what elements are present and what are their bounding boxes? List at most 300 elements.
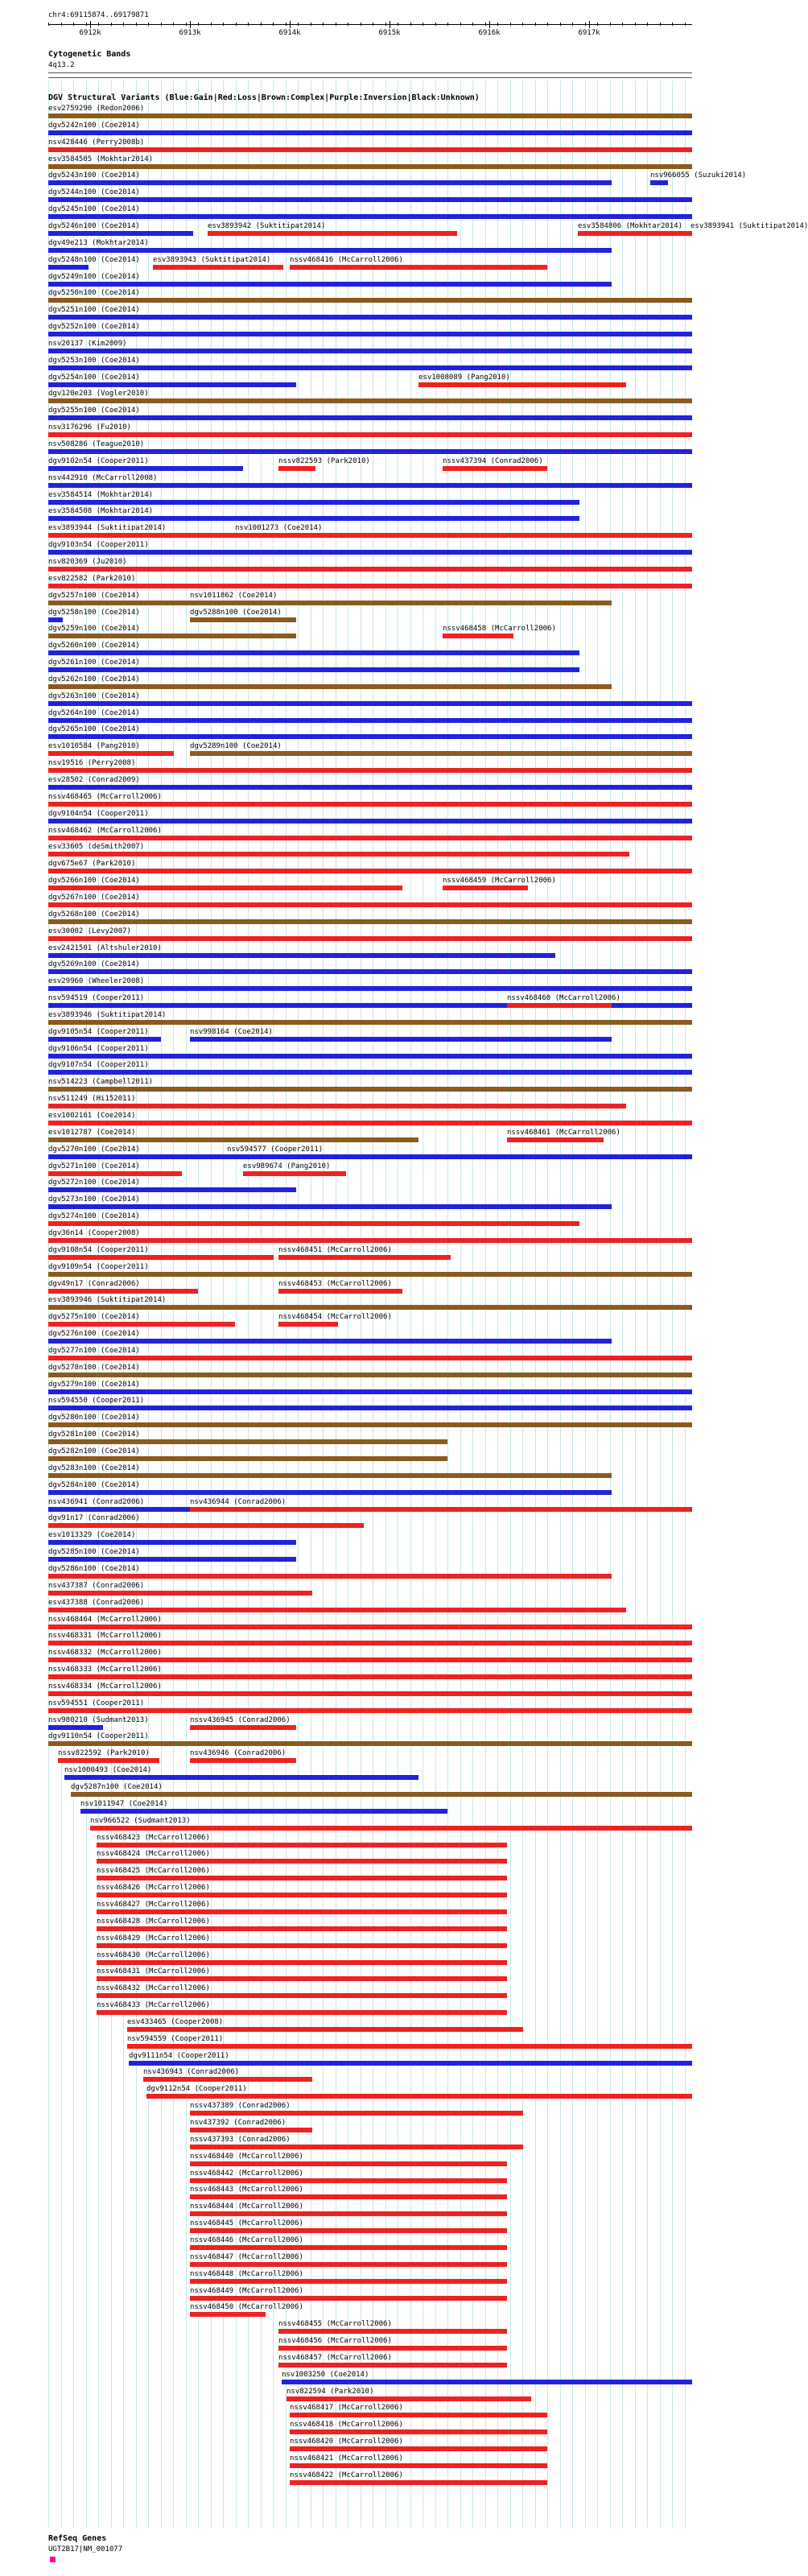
sv-feature-label[interactable]: dgv5243n100 (Coe2014) (48, 171, 140, 180)
sv-feature-label[interactable]: dgv5259n100 (Coe2014) (48, 625, 140, 633)
sv-feature-label[interactable]: nssv822593 (Park2010) (278, 457, 370, 465)
sv-feature-label[interactable]: nssv468331 (McCarroll2006) (48, 1632, 162, 1640)
sv-feature-bar[interactable] (48, 550, 692, 555)
sv-feature-label[interactable]: dgv5283n100 (Coe2014) (48, 1464, 140, 1472)
sv-feature-bar[interactable] (443, 886, 528, 890)
sv-feature-label[interactable]: dgv5269n100 (Coe2014) (48, 960, 140, 968)
sv-feature-bar[interactable] (48, 298, 692, 303)
sv-feature-bar[interactable] (48, 1389, 692, 1394)
sv-feature-label[interactable]: dgv49n17 (Conrad2006) (48, 1280, 140, 1288)
sv-feature-label[interactable]: nsv1001273 (Coe2014) (235, 524, 323, 532)
sv-feature-label[interactable]: esv30002 (Levy2007) (48, 927, 131, 935)
sv-feature-label[interactable]: nsv19516 (Perry2008) (48, 759, 136, 767)
sv-feature-bar[interactable] (578, 231, 692, 236)
sv-feature-bar[interactable] (48, 1104, 626, 1108)
sv-feature-bar[interactable] (190, 601, 612, 605)
sv-feature-bar[interactable] (48, 819, 692, 824)
sv-feature-label[interactable]: dgv5258n100 (Coe2014) (48, 609, 140, 617)
sv-feature-bar[interactable] (290, 2413, 547, 2417)
refseq-gene-label[interactable]: UGT2B17|NM_001077 (48, 2545, 123, 2553)
sv-feature-bar[interactable] (278, 2329, 507, 2334)
sv-feature-label[interactable]: esv1002161 (Coe2014) (48, 1112, 136, 1120)
sv-feature-bar[interactable] (48, 734, 692, 739)
sv-feature-bar[interactable] (48, 1507, 190, 1512)
sv-feature-bar[interactable] (48, 667, 579, 672)
sv-feature-label[interactable]: nsv966055 (Suzuki2014) (650, 171, 747, 180)
sv-feature-bar[interactable] (48, 701, 692, 706)
sv-feature-bar[interactable] (48, 1121, 692, 1125)
sv-feature-bar[interactable] (48, 248, 612, 253)
sv-feature-bar[interactable] (48, 1439, 447, 1444)
sv-feature-bar[interactable] (418, 382, 626, 387)
sv-feature-bar[interactable] (48, 802, 692, 807)
sv-feature-label[interactable]: nsv966522 (Sudmant2013) (90, 1817, 191, 1825)
sv-feature-bar[interactable] (48, 197, 692, 202)
sv-feature-bar[interactable] (48, 986, 692, 991)
sv-feature-bar[interactable] (48, 1641, 692, 1645)
sv-feature-label[interactable]: esv3893942 (Suktitipat2014) (208, 222, 326, 230)
sv-feature-label[interactable]: dgv5265n100 (Coe2014) (48, 725, 140, 733)
sv-feature-label[interactable]: esv3893941 (Suktitipat2014) (691, 222, 808, 230)
sv-feature-bar[interactable] (287, 2396, 531, 2401)
sv-feature-bar[interactable] (97, 1993, 507, 1998)
sv-feature-label[interactable]: nsv1011862 (Coe2014) (190, 592, 278, 600)
sv-feature-bar[interactable] (97, 1976, 507, 1981)
sv-feature-bar[interactable] (48, 1305, 692, 1310)
sv-feature-bar[interactable] (190, 2111, 523, 2116)
sv-feature-label[interactable]: dgv5284n100 (Coe2014) (48, 1481, 140, 1489)
sv-feature-label[interactable]: esv3584806 (Mokhtar2014) (578, 222, 683, 230)
sv-feature-bar[interactable] (190, 617, 296, 622)
sv-feature-label[interactable]: nssv468416 (McCarroll2006) (290, 256, 403, 264)
sv-feature-bar[interactable] (48, 1624, 692, 1629)
sv-feature-label[interactable]: dgv5253n100 (Coe2014) (48, 357, 140, 365)
sv-feature-label[interactable]: dgv5248n100 (Coe2014) (48, 256, 140, 264)
sv-feature-bar[interactable] (290, 265, 547, 270)
sv-feature-label[interactable]: dgv9102n54 (Cooper2011) (48, 457, 149, 465)
sv-feature-bar[interactable] (190, 2312, 266, 2317)
sv-feature-label[interactable]: nssv468465 (McCarroll2006) (48, 793, 162, 801)
sv-feature-bar[interactable] (190, 2279, 507, 2284)
sv-feature-label[interactable]: nssv468418 (McCarroll2006) (290, 2421, 403, 2429)
sv-feature-bar[interactable] (48, 449, 692, 454)
sv-feature-label[interactable]: esv1008089 (Pang2010) (418, 374, 510, 382)
sv-feature-bar[interactable] (48, 1741, 692, 1746)
sv-feature-bar[interactable] (48, 1406, 692, 1410)
sv-feature-bar[interactable] (48, 1422, 692, 1427)
sv-feature-label[interactable]: nssv468423 (McCarroll2006) (97, 1834, 210, 1842)
sv-feature-bar[interactable] (48, 1171, 182, 1176)
sv-feature-bar[interactable] (243, 1171, 346, 1176)
sv-feature-bar[interactable] (48, 365, 692, 370)
sv-feature-label[interactable]: dgv5255n100 (Coe2014) (48, 407, 140, 415)
sv-feature-bar[interactable] (127, 2044, 692, 2049)
sv-feature-label[interactable]: nssv468332 (McCarroll2006) (48, 1649, 162, 1657)
sv-feature-label[interactable]: dgv49e213 (Mokhtar2014) (48, 239, 149, 247)
sv-feature-bar[interactable] (48, 1708, 692, 1713)
sv-feature-bar[interactable] (48, 1339, 612, 1344)
sv-feature-bar[interactable] (80, 1809, 447, 1814)
sv-feature-label[interactable]: nssv468425 (McCarroll2006) (97, 1867, 210, 1875)
sv-feature-bar[interactable] (48, 1289, 198, 1294)
sv-feature-bar[interactable] (48, 1373, 692, 1377)
sv-feature-label[interactable]: nssv468442 (McCarroll2006) (190, 2169, 303, 2178)
sv-feature-label[interactable]: nssv468443 (McCarroll2006) (190, 2186, 303, 2194)
sv-feature-bar[interactable] (48, 1272, 692, 1277)
sv-feature-label[interactable]: dgv5254n100 (Coe2014) (48, 374, 140, 382)
sv-feature-bar[interactable] (48, 1356, 692, 1360)
sv-feature-label[interactable]: nssv468445 (McCarroll2006) (190, 2219, 303, 2227)
sv-feature-label[interactable]: nsv594519 (Cooper2011) (48, 994, 145, 1002)
sv-feature-label[interactable]: dgv5257n100 (Coe2014) (48, 592, 140, 600)
sv-feature-bar[interactable] (48, 902, 692, 907)
sv-feature-label[interactable]: nsv511249 (Hi152011) (48, 1095, 136, 1103)
sv-feature-label[interactable]: nssv437394 (Conrad2006) (443, 457, 543, 465)
sv-feature-label[interactable]: nssv468455 (McCarroll2006) (278, 2320, 392, 2328)
sv-feature-label[interactable]: esv989674 (Pang2010) (243, 1162, 331, 1170)
sv-feature-label[interactable]: nsv20137 (Kim2009) (48, 340, 127, 348)
sv-feature-label[interactable]: esv1012787 (Coe2014) (48, 1129, 136, 1137)
sv-feature-bar[interactable] (691, 231, 692, 236)
sv-feature-label[interactable]: dgv5275n100 (Coe2014) (48, 1313, 140, 1321)
sv-feature-label[interactable]: nssv468450 (McCarroll2006) (190, 2303, 303, 2311)
sv-feature-bar[interactable] (48, 567, 692, 572)
sv-feature-label[interactable]: dgv5280n100 (Coe2014) (48, 1414, 140, 1422)
sv-feature-bar[interactable] (48, 398, 692, 403)
sv-feature-bar[interactable] (97, 1926, 507, 1931)
sv-feature-label[interactable]: dgv5252n100 (Coe2014) (48, 323, 140, 331)
sv-feature-label[interactable]: nsv436946 (Conrad2006) (190, 1749, 287, 1757)
sv-feature-bar[interactable] (278, 1322, 338, 1327)
sv-feature-label[interactable]: dgv5261n100 (Coe2014) (48, 658, 140, 667)
sv-feature-label[interactable]: esv437388 (Conrad2006) (48, 1599, 145, 1607)
sv-feature-label[interactable]: nssv437389 (Conrad2006) (190, 2102, 291, 2110)
sv-feature-bar[interactable] (97, 1876, 507, 1880)
sv-feature-label[interactable]: dgv9109n54 (Cooper2011) (48, 1263, 149, 1271)
sv-feature-bar[interactable] (190, 2262, 507, 2267)
sv-feature-label[interactable]: nssv468426 (McCarroll2006) (97, 1884, 210, 1892)
sv-feature-bar[interactable] (507, 1003, 612, 1008)
sv-feature-label[interactable]: nsv437387 (Conrad2006) (48, 1582, 145, 1590)
sv-feature-bar[interactable] (48, 684, 612, 689)
sv-feature-label[interactable]: nssv468464 (McCarroll2006) (48, 1616, 162, 1624)
sv-feature-label[interactable]: dgv5249n100 (Coe2014) (48, 273, 140, 281)
sv-feature-label[interactable]: nssv437393 (Conrad2006) (190, 2136, 291, 2144)
sv-feature-label[interactable]: esv3893944 (Suktitipat2014) (48, 524, 167, 532)
sv-feature-label[interactable]: nsv442910 (McCarroll2008) (48, 474, 158, 482)
sv-feature-bar[interactable] (290, 2446, 547, 2451)
sv-feature-bar[interactable] (48, 1087, 692, 1092)
sv-feature-bar[interactable] (190, 1037, 612, 1042)
sv-feature-label[interactable]: dgv36n14 (Cooper2008) (48, 1229, 140, 1237)
sv-feature-label[interactable]: dgv9107n54 (Cooper2011) (48, 1061, 149, 1069)
sv-feature-bar[interactable] (97, 2010, 507, 2015)
sv-feature-bar[interactable] (48, 1473, 612, 1478)
refseq-gene-mark[interactable] (50, 2557, 56, 2562)
sv-feature-label[interactable]: dgv5270n100 (Coe2014) (48, 1146, 140, 1154)
sv-feature-bar[interactable] (507, 1137, 604, 1142)
sv-feature-bar[interactable] (290, 2480, 547, 2485)
sv-feature-bar[interactable] (48, 953, 555, 958)
sv-feature-bar[interactable] (48, 315, 692, 320)
sv-feature-bar[interactable] (235, 533, 692, 538)
sv-feature-bar[interactable] (48, 282, 612, 287)
sv-feature-label[interactable]: nsv514223 (Campbell2011) (48, 1078, 154, 1086)
sv-feature-label[interactable]: dgv5274n100 (Coe2014) (48, 1212, 140, 1220)
sv-feature-bar[interactable] (48, 164, 692, 169)
sv-feature-bar[interactable] (48, 869, 692, 873)
sv-feature-label[interactable]: nsv508286 (Teague2010) (48, 440, 145, 448)
sv-feature-bar[interactable] (48, 1037, 161, 1042)
sv-feature-label[interactable]: dgv5268n100 (Coe2014) (48, 910, 140, 919)
sv-feature-bar[interactable] (190, 1507, 692, 1512)
sv-feature-bar[interactable] (146, 2094, 692, 2099)
sv-feature-label[interactable]: dgv5287n100 (Coe2014) (71, 1783, 163, 1791)
sv-feature-bar[interactable] (48, 1523, 364, 1528)
sv-feature-bar[interactable] (48, 1608, 626, 1612)
sv-feature-label[interactable]: nsv594551 (Cooper2011) (48, 1699, 145, 1707)
sv-feature-label[interactable]: dgv9111n54 (Cooper2011) (129, 2052, 229, 2060)
sv-feature-label[interactable]: nsv594577 (Cooper2011) (227, 1146, 324, 1154)
sv-feature-label[interactable]: esv3584514 (Mokhtar2014) (48, 491, 154, 499)
sv-feature-bar[interactable] (48, 265, 89, 270)
sv-feature-bar[interactable] (48, 584, 692, 588)
sv-feature-bar[interactable] (48, 1020, 692, 1025)
sv-feature-bar[interactable] (190, 2245, 507, 2250)
sv-feature-label[interactable]: dgv5260n100 (Coe2014) (48, 642, 140, 650)
sv-feature-bar[interactable] (278, 2363, 507, 2368)
sv-feature-label[interactable]: dgv9106n54 (Cooper2011) (48, 1045, 149, 1053)
sv-feature-label[interactable]: dgv5277n100 (Coe2014) (48, 1347, 140, 1355)
sv-feature-bar[interactable] (48, 349, 692, 353)
sv-feature-label[interactable]: dgv5285n100 (Coe2014) (48, 1548, 140, 1556)
sv-feature-bar[interactable] (48, 1591, 312, 1596)
sv-feature-label[interactable]: dgv5250n100 (Coe2014) (48, 289, 140, 297)
sv-feature-label[interactable]: dgv5245n100 (Coe2014) (48, 205, 140, 213)
sv-feature-label[interactable]: esv3893946 (Suktitipat2014) (48, 1296, 167, 1304)
sv-feature-bar[interactable] (48, 1725, 103, 1730)
sv-feature-label[interactable]: dgv5276n100 (Coe2014) (48, 1330, 140, 1338)
sv-feature-label[interactable]: nssv468417 (McCarroll2006) (290, 2404, 403, 2412)
sv-feature-label[interactable]: nsv1003250 (Coe2014) (282, 2371, 369, 2379)
sv-feature-label[interactable]: esv2421501 (Altshuler2010) (48, 944, 162, 952)
sv-feature-label[interactable]: nssv468431 (McCarroll2006) (97, 1967, 210, 1975)
sv-feature-label[interactable]: esv3893946 (Suktitipat2014) (48, 1011, 167, 1019)
sv-feature-bar[interactable] (127, 2027, 523, 2032)
sv-feature-bar[interactable] (48, 886, 402, 890)
sv-feature-label[interactable]: nssv468449 (McCarroll2006) (190, 2287, 303, 2295)
sv-feature-label[interactable]: dgv5281n100 (Coe2014) (48, 1430, 140, 1439)
sv-feature-bar[interactable] (290, 2463, 547, 2468)
sv-feature-bar[interactable] (227, 1154, 692, 1159)
sv-feature-bar[interactable] (48, 650, 579, 655)
sv-feature-bar[interactable] (48, 114, 692, 118)
sv-feature-label[interactable]: nsv820369 (Ju2010) (48, 558, 127, 566)
sv-feature-label[interactable]: dgv5246n100 (Coe2014) (48, 222, 140, 230)
sv-feature-bar[interactable] (48, 1255, 274, 1260)
sv-feature-bar[interactable] (48, 483, 692, 488)
sv-feature-label[interactable]: dgv9104n54 (Cooper2011) (48, 810, 149, 818)
sv-feature-label[interactable]: dgv5266n100 (Coe2014) (48, 877, 140, 885)
sv-feature-label[interactable]: nssv468424 (McCarroll2006) (97, 1850, 210, 1858)
sv-feature-bar[interactable] (143, 2077, 312, 2082)
sv-feature-label[interactable]: dgv5242n100 (Coe2014) (48, 122, 140, 130)
sv-feature-label[interactable]: esv3893943 (Suktitipat2014) (153, 256, 271, 264)
sv-feature-label[interactable]: nssv468333 (McCarroll2006) (48, 1666, 162, 1674)
sv-feature-label[interactable]: dgv5272n100 (Coe2014) (48, 1179, 140, 1187)
sv-feature-label[interactable]: nssv436945 (Conrad2006) (190, 1716, 291, 1724)
sv-feature-label[interactable]: nsv3176296 (Fu2010) (48, 423, 131, 431)
sv-feature-label[interactable]: dgv5278n100 (Coe2014) (48, 1364, 140, 1372)
sv-feature-bar[interactable] (48, 1322, 235, 1327)
sv-feature-label[interactable]: nssv468428 (McCarroll2006) (97, 1918, 210, 1926)
sv-feature-bar[interactable] (90, 1826, 692, 1831)
sv-feature-label[interactable]: dgv120e203 (Vogler2010) (48, 390, 149, 398)
sv-feature-label[interactable]: dgv5271n100 (Coe2014) (48, 1162, 140, 1170)
sv-feature-bar[interactable] (290, 2429, 547, 2434)
sv-feature-bar[interactable] (190, 2161, 507, 2166)
sv-feature-label[interactable]: esv2759290 (Redon2006) (48, 105, 145, 113)
sv-feature-bar[interactable] (48, 332, 692, 336)
sv-feature-label[interactable]: dgv675e67 (Park2010) (48, 860, 136, 868)
sv-feature-bar[interactable] (48, 1557, 296, 1562)
sv-feature-label[interactable]: esv1013329 (Coe2014) (48, 1531, 136, 1539)
sv-feature-bar[interactable] (48, 852, 629, 857)
sv-feature-bar[interactable] (64, 1775, 418, 1780)
sv-feature-label[interactable]: nsv436944 (Conrad2006) (190, 1498, 287, 1506)
sv-feature-label[interactable]: nsv998164 (Coe2014) (190, 1028, 273, 1036)
sv-feature-bar[interactable] (278, 2346, 507, 2351)
sv-feature-bar[interactable] (443, 634, 513, 638)
sv-feature-bar[interactable] (48, 836, 692, 840)
sv-feature-label[interactable]: esv3584505 (Mokhtar2014) (48, 155, 154, 163)
sv-feature-bar[interactable] (58, 1758, 159, 1763)
sv-feature-bar[interactable] (48, 1574, 612, 1579)
sv-feature-label[interactable]: nssv468457 (McCarroll2006) (278, 2354, 392, 2362)
sv-feature-label[interactable]: nssv468430 (McCarroll2006) (97, 1951, 210, 1959)
sv-feature-label[interactable]: dgv5262n100 (Coe2014) (48, 675, 140, 683)
sv-feature-label[interactable]: nssv468440 (McCarroll2006) (190, 2153, 303, 2161)
sv-feature-label[interactable]: esv29960 (Wheeler2008) (48, 977, 145, 985)
sv-feature-label[interactable]: nssv468462 (McCarroll2006) (48, 827, 162, 835)
sv-feature-label[interactable]: nssv468334 (McCarroll2006) (48, 1682, 162, 1690)
sv-feature-label[interactable]: dgv5263n100 (Coe2014) (48, 692, 140, 700)
sv-feature-bar[interactable] (190, 2128, 312, 2132)
sv-feature-label[interactable]: nssv468433 (McCarroll2006) (97, 2001, 210, 2009)
sv-feature-bar[interactable] (48, 1221, 579, 1226)
sv-feature-bar[interactable] (650, 180, 668, 185)
sv-feature-bar[interactable] (129, 2061, 692, 2066)
sv-feature-label[interactable]: dgv5282n100 (Coe2014) (48, 1447, 140, 1455)
sv-feature-label[interactable]: nssv468432 (McCarroll2006) (97, 1984, 210, 1992)
sv-feature-bar[interactable] (48, 180, 612, 185)
sv-feature-label[interactable]: nssv468446 (McCarroll2006) (190, 2236, 303, 2244)
sv-feature-bar[interactable] (153, 265, 283, 270)
sv-feature-label[interactable]: dgv5267n100 (Coe2014) (48, 894, 140, 902)
sv-feature-bar[interactable] (48, 1070, 692, 1075)
sv-feature-label[interactable]: nssv468447 (McCarroll2006) (190, 2253, 303, 2261)
sv-feature-bar[interactable] (278, 466, 315, 471)
sv-feature-label[interactable]: esv433465 (Cooper2008) (127, 2018, 224, 2026)
sv-feature-label[interactable]: nssv468420 (McCarroll2006) (290, 2438, 403, 2446)
sv-feature-bar[interactable] (48, 415, 692, 420)
sv-feature-bar[interactable] (48, 1054, 692, 1059)
sv-feature-bar[interactable] (48, 751, 174, 756)
sv-feature-bar[interactable] (97, 1943, 507, 1948)
sv-feature-label[interactable]: nssv468429 (McCarroll2006) (97, 1934, 210, 1942)
sv-feature-bar[interactable] (48, 1490, 612, 1495)
sv-feature-label[interactable]: dgv5279n100 (Coe2014) (48, 1381, 140, 1389)
sv-feature-label[interactable]: nssv468461 (McCarroll2006) (507, 1129, 620, 1137)
sv-feature-bar[interactable] (190, 1725, 296, 1730)
sv-feature-label[interactable]: esv3584508 (Mokhtar2014) (48, 507, 154, 515)
sv-feature-bar[interactable] (48, 718, 692, 723)
sv-feature-bar[interactable] (48, 466, 243, 471)
sv-feature-bar[interactable] (48, 1674, 692, 1679)
sv-feature-label[interactable]: nssv468422 (McCarroll2006) (290, 2471, 403, 2479)
sv-feature-bar[interactable] (208, 231, 457, 236)
sv-feature-label[interactable]: nsv594550 (Cooper2011) (48, 1397, 145, 1405)
sv-feature-label[interactable]: nssv468459 (McCarroll2006) (443, 877, 556, 885)
sv-feature-label[interactable]: nssv468448 (McCarroll2006) (190, 2270, 303, 2278)
sv-feature-label[interactable]: nsv594559 (Cooper2011) (127, 2035, 224, 2043)
sv-feature-label[interactable]: nssv822592 (Park2010) (58, 1749, 150, 1757)
sv-feature-bar[interactable] (278, 1289, 402, 1294)
sv-feature-label[interactable]: dgv9105n54 (Cooper2011) (48, 1028, 149, 1036)
sv-feature-bar[interactable] (282, 2380, 692, 2384)
sv-feature-label[interactable]: nsv428446 (Perry2008b) (48, 138, 145, 147)
sv-feature-bar[interactable] (48, 500, 579, 505)
sv-feature-label[interactable]: nssv468460 (McCarroll2006) (507, 994, 620, 1002)
sv-feature-bar[interactable] (48, 1187, 296, 1192)
sv-feature-bar[interactable] (48, 919, 692, 924)
sv-feature-label[interactable]: esv28502 (Conrad2009) (48, 776, 140, 784)
sv-feature-bar[interactable] (190, 751, 692, 756)
sv-feature-bar[interactable] (48, 936, 692, 941)
sv-feature-label[interactable]: nsv1000493 (Coe2014) (64, 1766, 152, 1774)
sv-feature-bar[interactable] (190, 2296, 507, 2301)
sv-feature-bar[interactable] (48, 1691, 692, 1696)
sv-feature-bar[interactable] (48, 601, 200, 605)
sv-feature-bar[interactable] (190, 2194, 507, 2199)
sv-feature-bar[interactable] (278, 1255, 451, 1260)
sv-feature-bar[interactable] (48, 516, 579, 521)
sv-feature-bar[interactable] (48, 1657, 692, 1662)
sv-feature-bar[interactable] (48, 214, 692, 219)
sv-feature-bar[interactable] (71, 1792, 692, 1797)
sv-feature-label[interactable]: dgv5288n100 (Coe2014) (190, 609, 282, 617)
sv-feature-label[interactable]: nssv468451 (McCarroll2006) (278, 1246, 392, 1254)
sv-feature-label[interactable]: dgv9112n54 (Cooper2011) (146, 2085, 247, 2093)
sv-feature-bar[interactable] (97, 1909, 507, 1914)
sv-feature-bar[interactable] (190, 2178, 507, 2183)
sv-feature-label[interactable]: esv33605 (deSmith2007) (48, 843, 145, 851)
sv-feature-bar[interactable] (97, 1843, 507, 1847)
sv-feature-bar[interactable] (190, 2145, 523, 2149)
sv-feature-label[interactable]: esv1010584 (Pang2010) (48, 742, 140, 750)
sv-feature-label[interactable]: nssv468456 (McCarroll2006) (278, 2337, 392, 2345)
sv-feature-label[interactable]: nsv822594 (Park2010) (287, 2388, 374, 2396)
sv-feature-bar[interactable] (48, 1204, 612, 1209)
sv-feature-bar[interactable] (443, 466, 547, 471)
sv-feature-label[interactable]: nssv468444 (McCarroll2006) (190, 2202, 303, 2211)
sv-feature-label[interactable]: nsv980210 (Sudmant2013) (48, 1716, 149, 1724)
sv-feature-label[interactable]: nsv1011947 (Coe2014) (80, 1800, 168, 1808)
sv-feature-label[interactable]: nssv468454 (McCarroll2006) (278, 1313, 392, 1321)
sv-feature-label[interactable]: esv822582 (Park2010) (48, 575, 136, 583)
sv-feature-label[interactable]: nsv436943 (Conrad2006) (143, 2068, 240, 2076)
sv-feature-label[interactable]: dgv5264n100 (Coe2014) (48, 709, 140, 717)
